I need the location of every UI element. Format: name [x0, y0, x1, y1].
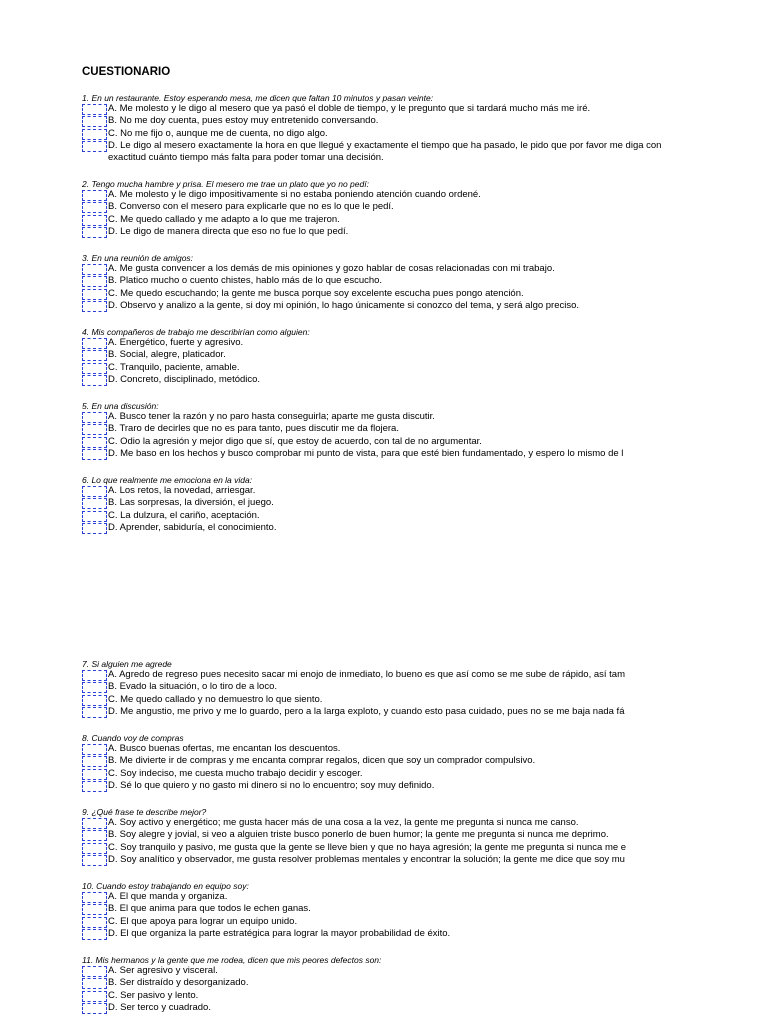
answer-checkbox[interactable]: [82, 855, 107, 866]
option-row-b: [82, 755, 690, 767]
option-label: A. Me gusta convencer a los demás de mis opiniones y gozo hablar de cosas relacionadas con mi trabajo.: [108, 263, 555, 274]
option-label: B. No me doy cuenta, pues estoy muy entretenido conversando.: [108, 115, 379, 127]
answer-checkbox[interactable]: [82, 991, 107, 1002]
answer-checkbox[interactable]: [82, 670, 107, 681]
question-text: 3. En una reunión de amigos:: [82, 253, 194, 263]
question-1: [82, 93, 690, 165]
question-text: 7. Si alguien me agrede: [82, 659, 172, 669]
answer-checkbox[interactable]: [82, 301, 107, 312]
option-label: D. El que organiza la parte estratégica para lograr la mayor probabilidad de éxito.: [108, 928, 451, 940]
option-label: A. Energético, fuerte y agresivo.: [108, 337, 244, 348]
answer-checkbox[interactable]: [82, 338, 107, 349]
option-row-c: [82, 436, 690, 448]
option-label: D. Aprender, sabiduría, el conocimiento.: [108, 522, 277, 534]
option-label: B. El que anima para que todos le echen ganas.: [108, 903, 311, 915]
option-row-a: [82, 189, 690, 201]
question-5: [82, 401, 690, 460]
option-label: B. Converso con el mesero para explicarle que no es lo que le pedí.: [108, 201, 394, 213]
option-label: B. Me divierte ir de compras y me encanta comprar regalos, dicen que soy un comprador compulsivo.: [108, 755, 536, 767]
answer-checkbox[interactable]: [82, 511, 107, 522]
option-row-a: [82, 263, 690, 275]
answer-checkbox[interactable]: [82, 190, 107, 201]
answer-checkbox[interactable]: [82, 523, 107, 534]
question-text: 11. Mis hermanos y la gente que me rodea, dicen que mis peores defectos son:: [82, 955, 382, 965]
answer-checkbox[interactable]: [82, 744, 107, 755]
option-label: B. Platico mucho o cuento chistes, hablo más de lo que escucho.: [108, 275, 383, 287]
option-row-d: [82, 374, 690, 386]
option-row-a: [82, 411, 690, 423]
option-row-b: [82, 423, 690, 435]
option-row-b: [82, 349, 690, 361]
question-7: [82, 659, 690, 718]
option-label: C. Ser pasivo y lento.: [108, 989, 199, 1001]
question-9: [82, 807, 690, 866]
option-label: B. Soy alegre y jovial, si veo a alguien triste busco ponerlo de buen humor; la gente me pregunta si nunca me deprimo.: [108, 829, 609, 841]
question-text: 6. Lo que realmente me emociona en la vida:: [82, 475, 253, 485]
answer-checkbox[interactable]: [82, 424, 107, 435]
option-row-a: [82, 817, 690, 829]
answer-checkbox[interactable]: [82, 1003, 107, 1014]
answer-checkbox[interactable]: [82, 486, 107, 497]
option-label: D. Le digo al mesero exactamente la hora en que llegué y exactamente el tiempo que ha pasado, le pido que por favor me diga con exactitud cuánto tiempo más falta para poder tomar una decisión.: [108, 140, 662, 164]
answer-checkbox[interactable]: [82, 769, 107, 780]
option-label: D. Observo y analizo a la gente, si doy mi opinión, lo hago únicamente si conozco del tema, y será algo preciso.: [108, 300, 580, 312]
question-6: [82, 475, 690, 534]
option-label: D. Me angustio, me privo y me lo guardo, pero a la larga exploto, y cuando esto pasa cuidado, pues no se me baja nada fá: [108, 706, 625, 718]
option-label: B. Social, alegre, platicador.: [108, 349, 226, 361]
option-row-b: [82, 903, 690, 915]
option-label: D. Me baso en los hechos y busco comprobar mi punto de vista, para que esté bien fundamentado, y espero lo mismo de l: [108, 448, 624, 460]
option-label: C. Soy tranquilo y pasivo, me gusta que la gente se lleve bien y que no haya agresión; la gente me pregunta si nunca me e: [108, 841, 627, 853]
answer-checkbox[interactable]: [82, 929, 107, 940]
answer-checkbox[interactable]: [82, 978, 107, 989]
option-row-c: [82, 990, 690, 1002]
page-title: CUESTIONARIO: [82, 66, 171, 78]
option-label: D. Ser terco y cuadrado.: [108, 1002, 211, 1014]
option-row-a: [82, 891, 690, 903]
option-label: D. Concreto, disciplinado, metódico.: [108, 374, 261, 386]
option-label: C. Me quedo callado y me adapto a lo que me trajeron.: [108, 213, 340, 225]
option-label: A. Los retos, la novedad, arriesgar.: [108, 485, 256, 496]
option-row-d: [82, 448, 690, 460]
answer-checkbox[interactable]: [82, 276, 107, 287]
question-3: [82, 253, 690, 312]
question-8: [82, 733, 690, 792]
option-row-b: [82, 497, 690, 509]
option-row-c: [82, 510, 690, 522]
question-11: [82, 955, 690, 1014]
option-row-a: [82, 669, 690, 681]
option-label: C. El que apoya para lograr un equipo unido.: [108, 915, 298, 927]
question-10: [82, 881, 690, 940]
option-row-c: [82, 916, 690, 928]
answer-checkbox[interactable]: [82, 215, 107, 226]
option-row-c: [82, 768, 690, 780]
answer-checkbox[interactable]: [82, 116, 107, 127]
answer-checkbox[interactable]: [82, 449, 107, 460]
answer-checkbox[interactable]: [82, 917, 107, 928]
option-row-a: [82, 743, 690, 755]
answer-checkbox[interactable]: [82, 843, 107, 854]
option-label: C. Me quedo escuchando; la gente me busca porque soy excelente escucha pues pongo atención.: [108, 287, 524, 299]
answer-checkbox[interactable]: [82, 781, 107, 792]
option-label: C. Odio la agresión y mejor digo que sí, que estoy de acuerdo, con tal de no argumentar.: [108, 435, 482, 447]
option-label: A. Soy activo y energético; me gusta hacer más de una cosa a la vez, la gente me pregunta si nunca me canso.: [108, 817, 579, 828]
option-row-c: [82, 362, 690, 374]
answer-checkbox[interactable]: [82, 264, 107, 275]
answer-checkbox[interactable]: [82, 141, 107, 152]
option-row-b: [82, 681, 690, 693]
option-label: A. Me molesto y le digo al mesero que ya pasó el doble de tiempo, y le pregunto que si tardará mucho más me iré.: [108, 103, 591, 114]
option-row-d: [82, 1002, 690, 1014]
option-row-d: [82, 522, 690, 534]
option-label: B. Ser distraído y desorganizado.: [108, 977, 249, 989]
option-label: C. La dulzura, el cariño, aceptación.: [108, 509, 260, 521]
option-label: A. Me molesto y le digo impositivamente si no estaba poniendo atención cuando ordené.: [108, 189, 481, 200]
option-row-c: [82, 214, 690, 226]
option-row-a: [82, 103, 690, 115]
option-row-d: [82, 780, 690, 792]
option-row-d: [82, 928, 690, 940]
answer-checkbox[interactable]: [82, 350, 107, 361]
answer-checkbox[interactable]: [82, 104, 107, 115]
answer-checkbox[interactable]: [82, 375, 107, 386]
option-label: A. Ser agresivo y visceral.: [108, 965, 218, 976]
option-row-c: [82, 694, 690, 706]
option-label: C. Soy indeciso, me cuesta mucho trabajo decidir y escoger.: [108, 767, 363, 779]
option-row-a: [82, 337, 690, 349]
option-label: B. Traro de decirles que no es para tanto, pues discutir me da flojera.: [108, 423, 399, 435]
question-text: 4. Mis compañeros de trabajo me describirían como alguien:: [82, 327, 310, 337]
option-row-a: [82, 485, 690, 497]
question-text: 5. En una discusión:: [82, 401, 159, 411]
option-label: C. No me fijo o, aunque me de cuenta, no digo algo.: [108, 127, 328, 139]
answer-checkbox[interactable]: [82, 412, 107, 423]
answer-checkbox[interactable]: [82, 966, 107, 977]
answer-checkbox[interactable]: [82, 904, 107, 915]
option-label: C. Tranquilo, paciente, amable.: [108, 361, 240, 373]
answer-checkbox[interactable]: [82, 498, 107, 509]
option-row-b: [82, 829, 690, 841]
question-text: 1. En un restaurante. Estoy esperando mesa, me dicen que faltan 10 minutos y pasan veinte:: [82, 93, 434, 103]
option-row-b: [82, 275, 690, 287]
option-row-b: [82, 201, 690, 213]
option-row-c: [82, 128, 690, 140]
option-label: A. El que manda y organiza.: [108, 891, 228, 902]
option-label: B. Las sorpresas, la diversión, el juego.: [108, 497, 274, 509]
question-text: 10. Cuando estoy trabajando en equipo soy:: [82, 881, 249, 891]
option-row-d: [82, 300, 690, 312]
option-label: D. Sé lo que quiero y no gasto mi dinero si no lo encuentro; soy muy definido.: [108, 780, 435, 792]
question-text: 2. Tengo mucha hambre y prisa. El mesero me trae un plato que yo no pedí:: [82, 179, 369, 189]
option-row-b: [82, 115, 690, 127]
question-4: [82, 327, 690, 386]
option-label: D. Le digo de manera directa que eso no fue lo que pedí.: [108, 226, 349, 238]
option-label: A. Busco tener la razón y no paro hasta conseguirla; aparte me gusta discutir.: [108, 411, 435, 422]
option-label: B. Evado la situación, o lo tiro de a loco.: [108, 681, 277, 693]
option-row-c: [82, 288, 690, 300]
option-row-d: [82, 140, 690, 165]
option-row-c: [82, 842, 690, 854]
answer-checkbox[interactable]: [82, 227, 107, 238]
answer-checkbox[interactable]: [82, 892, 107, 903]
answer-checkbox[interactable]: [82, 695, 107, 706]
answer-checkbox[interactable]: [82, 129, 107, 140]
answer-checkbox[interactable]: [82, 756, 107, 767]
option-label: D. Soy analítico y observador, me gusta resolver problemas mentales y encontrar la solución; la gente me dice que soy mu: [108, 854, 625, 866]
option-row-d: [82, 706, 690, 718]
question-2: [82, 179, 690, 238]
answer-checkbox[interactable]: [82, 818, 107, 829]
option-row-a: [82, 965, 690, 977]
question-text: 9. ¿Qué frase te describe mejor?: [82, 807, 207, 817]
option-row-b: [82, 977, 690, 989]
answer-checkbox[interactable]: [82, 202, 107, 213]
answer-checkbox[interactable]: [82, 289, 107, 300]
answer-checkbox[interactable]: [82, 830, 107, 841]
option-row-d: [82, 226, 690, 238]
question-text: 8. Cuando voy de compras: [82, 733, 184, 743]
answer-checkbox[interactable]: [82, 437, 107, 448]
option-row-d: [82, 854, 690, 866]
answer-checkbox[interactable]: [82, 682, 107, 693]
answer-checkbox[interactable]: [82, 363, 107, 374]
option-label: A. Agredo de regreso pues necesito sacar mi enojo de inmediato, lo bueno es que así como se me sube de rápido, así tam: [108, 669, 626, 680]
answer-checkbox[interactable]: [82, 707, 107, 718]
option-label: A. Busco buenas ofertas, me encantan los descuentos.: [108, 743, 341, 754]
option-label: C. Me quedo callado y no demuestro lo que siento.: [108, 693, 323, 705]
